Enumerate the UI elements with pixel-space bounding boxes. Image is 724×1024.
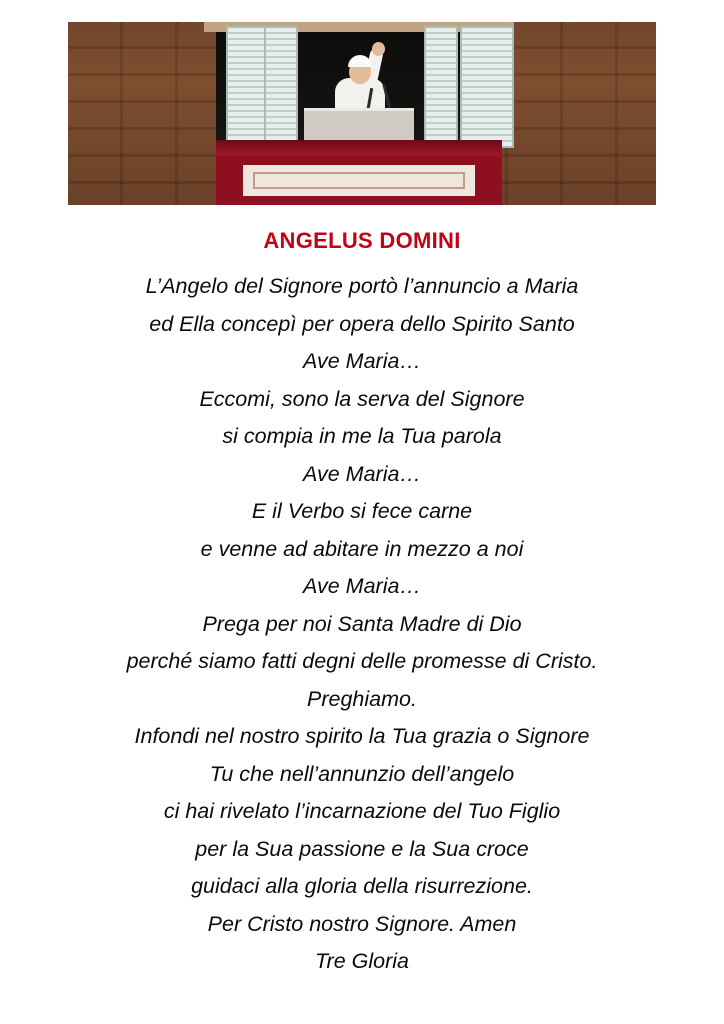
- prayer-line: Preghiamo.: [307, 686, 417, 711]
- prayer-line: ed Ella concepì per opera dello Spirito Santo: [149, 311, 575, 336]
- prayer-line: Prega per noi Santa Madre di Dio: [202, 611, 522, 636]
- prayer-line: Ave Maria…: [303, 574, 421, 598]
- prayer-line: Tu che nell’annunzio dell’angelo: [209, 761, 515, 786]
- prayer-line: L’Angelo del Signore portò l’annuncio a Maria: [145, 274, 579, 298]
- prayer-text: [36, 268, 688, 981]
- drape-center-panel: [240, 162, 478, 199]
- prayer-line: Infondi nel nostro spirito la Tua grazia o Signore: [134, 724, 590, 748]
- shutter-right-inner: [424, 26, 458, 148]
- prayer-line: Eccomi, sono la serva del Signore: [199, 386, 525, 411]
- prayer-line: guidaci alla gloria della risurrezione.: [191, 874, 533, 898]
- prayer-line: e venne ad abitare in mezzo a noi: [200, 536, 524, 561]
- prayer-line: perché siamo fatti degni delle promesse di Cristo.: [126, 649, 598, 673]
- prayer-line: ci hai rivelato l’incarnazione del Tuo Figlio: [163, 799, 561, 823]
- blessing-hand: [372, 42, 385, 56]
- prayer-line: E il Verbo si fece carne: [251, 499, 473, 523]
- prayer-line: si compia in me la Tua parola: [222, 424, 502, 448]
- pope-at-window-photograph: [68, 22, 656, 205]
- prayer-line: per la Sua passione e la Sua croce: [195, 836, 529, 861]
- shutter-left-inner: [264, 26, 298, 148]
- prayer-line: Per Cristo nostro Signore. Amen: [207, 911, 517, 936]
- page-title: ANGELUS DOMINI: [263, 228, 461, 253]
- shutter-right-outer: [460, 26, 514, 148]
- prayer-line: Tre Gloria: [315, 949, 409, 973]
- drape-valance: [216, 140, 502, 156]
- prayer-line: Ave Maria…: [303, 349, 421, 373]
- prayer-line: Ave Maria…: [303, 461, 421, 486]
- balcony-drape: [216, 140, 502, 205]
